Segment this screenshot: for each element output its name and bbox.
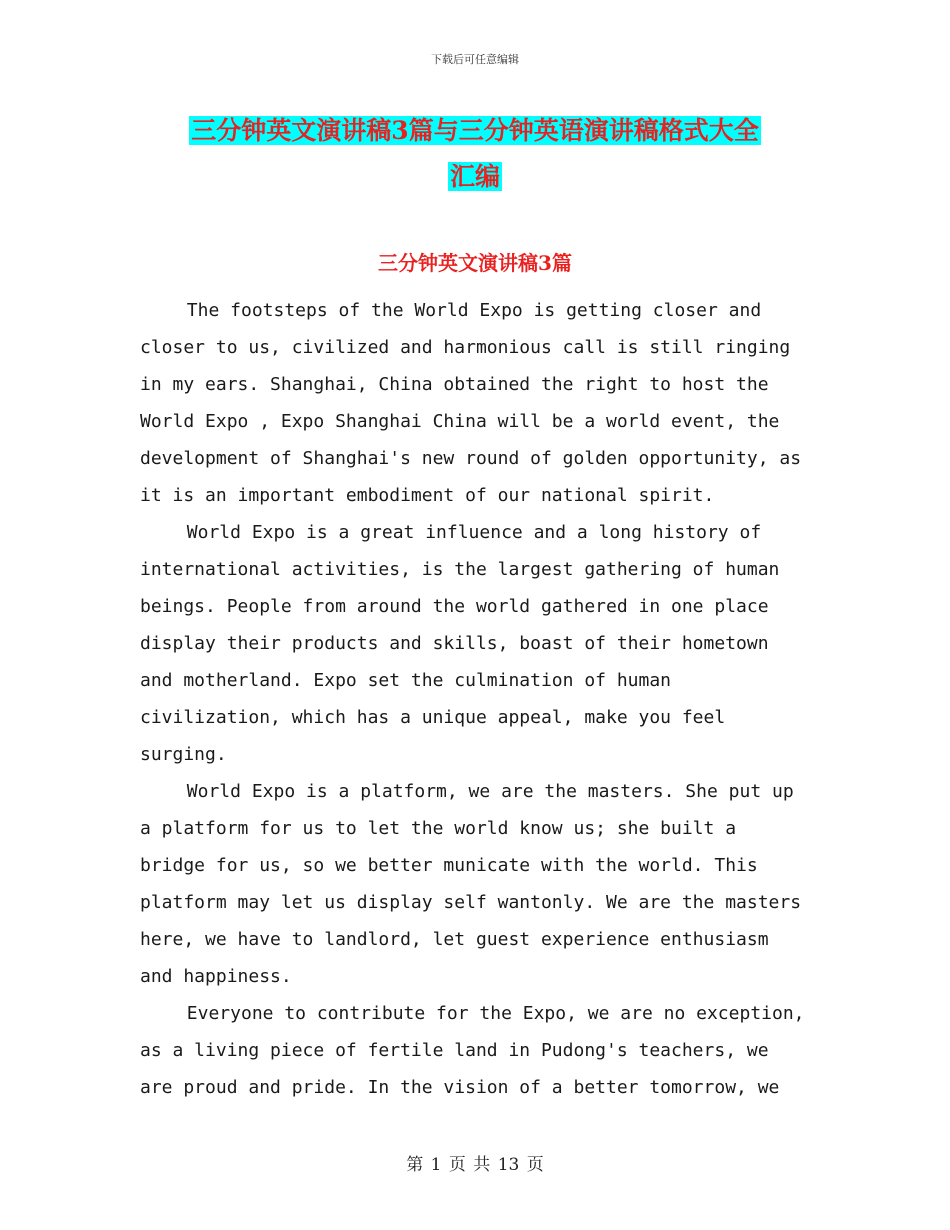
body-paragraph-1: The footsteps of the World Expo is getting closer and closer to us, civilized and harmonious call is still ringing in my ears. Shanghai, China obtained the right to host the World Expo , Expo Shanghai China will be a world event, the development of Shanghai's new round of golden opportunity, as it is an important embodiment of our national spirit. bbox=[140, 300, 802, 506]
document-title bbox=[150, 108, 800, 200]
section-heading: 三分钟英文演讲稿3篇 bbox=[378, 251, 572, 275]
page-header bbox=[0, 52, 950, 68]
page-footer bbox=[0, 1153, 950, 1177]
body-paragraph-2: World Expo is a great influence and a long history of international activities, is the largest gathering of human beings. People from around the world gathered in one place display their products and skills, boast of their hometown and motherland. Expo set the culmination of human civilization, which has a unique appeal, make you feel surging. bbox=[140, 522, 780, 765]
page-number: 第 1 页 共 13 页 bbox=[406, 1155, 544, 1175]
document-body bbox=[140, 292, 808, 1106]
document-title-line-2: 汇编 bbox=[449, 162, 500, 191]
body-paragraph-3: World Expo is a platform, we are the masters. She put up a platform for us to let the world know us; she built a bridge for us, so we better municate with the world. This platform may let us display self wantonly. We are the masters here, we have to landlord, let guest experience enthusiasm and happiness. bbox=[140, 781, 802, 987]
body-paragraph-4: Everyone to contribute for the Expo, we are no exception, as a living piece of fertile land in Pudong's teachers, we are proud and pride. In the vision of a better tomorrow, we bbox=[140, 1003, 805, 1098]
header-note: 下载后可任意编辑 bbox=[431, 53, 519, 66]
document-title-line-1: 三分钟英文演讲稿3篇与三分钟英语演讲稿格式大全 bbox=[191, 116, 759, 145]
